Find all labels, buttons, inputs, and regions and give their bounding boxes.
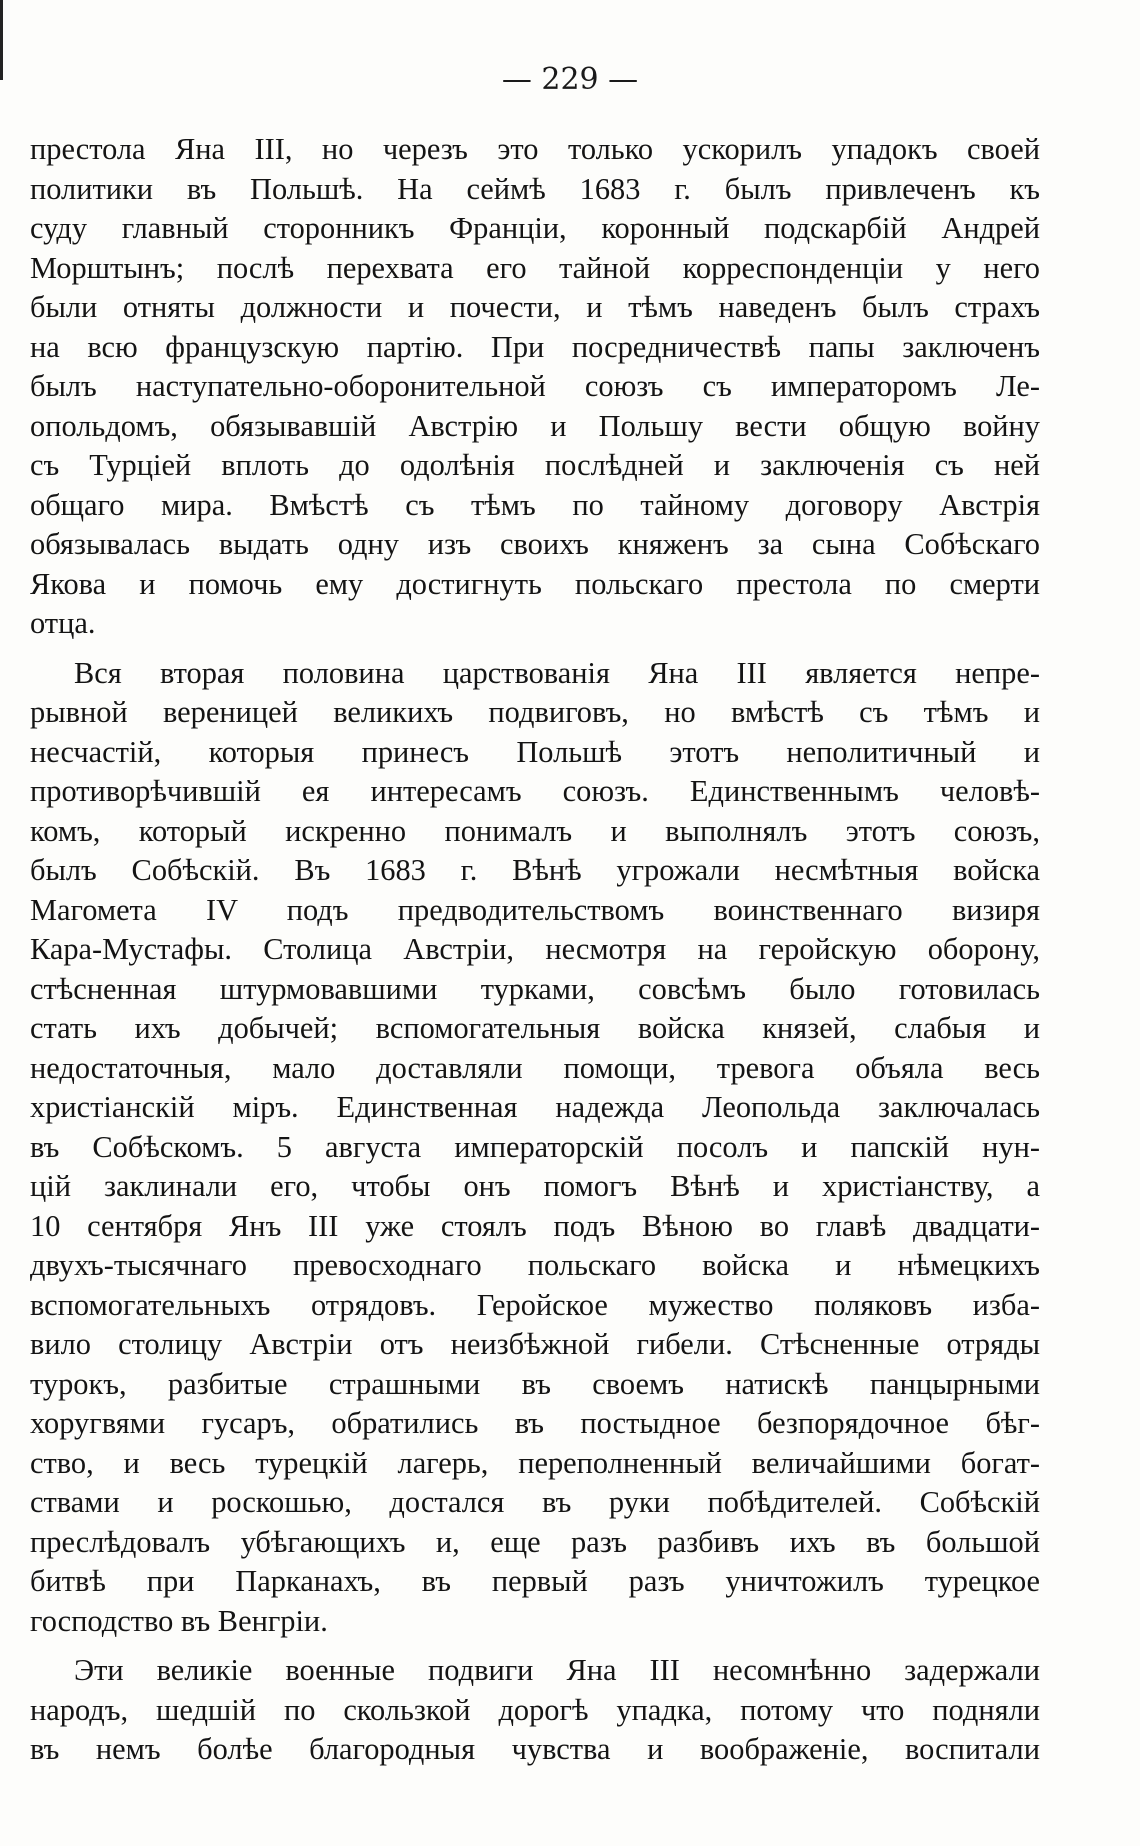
text-line: Морштынъ; послѣ перехвата его тайной корреспонденціи у него (30, 250, 1040, 285)
text-line: стать ихъ добычей; вспомогательныя войска князей, слабыя и (30, 1011, 1040, 1045)
text-line: недостаточныя, мало доставляли помощи, тревога объяла весь (30, 1050, 1040, 1085)
text-line: двухъ-тысячнаго превосходнаго польскаго войска и нѣмецкихъ (30, 1248, 1040, 1282)
text-line: Якова и помочь ему достигнуть польскаго престола по смерти (30, 566, 1040, 601)
text-line: вспомогательныхъ отрядовъ. Геройское мужество поляковъ избa- (30, 1287, 1040, 1322)
body-text (30, 130, 1040, 1770)
text-line: несчастій, которыя принесъ Польшѣ этотъ неполитичный и (30, 734, 1040, 769)
paragraph-gap (30, 644, 1040, 654)
text-line: былъ наступательно-оборонительной союзъ съ императоромъ Ле- (30, 369, 1040, 403)
page-number: — 229 — (501, 62, 639, 97)
text-line: ство, и весь турецкій лагерь, переполненный величайшими богат- (30, 1445, 1040, 1480)
text-line: Вся вторая половина царствованія Яна III является непре- (74, 655, 1040, 690)
paragraph-gap (30, 1641, 1040, 1651)
text-line: битвѣ при Парканахъ, въ первый разъ уничтожилъ турецкое (30, 1564, 1040, 1598)
text-line: были отняты должности и почести, и тѣмъ наведенъ былъ страхъ (30, 290, 1040, 324)
text-line: политики въ Польшѣ. На сеймѣ 1683 г. былъ привлеченъ къ (30, 171, 1040, 206)
text-line: отца. (30, 606, 96, 640)
text-line: преслѣдовалъ убѣгающихъ и, еще разъ разбивъ ихъ въ большой (30, 1524, 1040, 1559)
text-line: ствами и роскошью, достался въ руки побѣдителей. Собѣскій (30, 1485, 1040, 1519)
text-line: въ немъ болѣе благородныя чувства и воображеніе, воспитали (30, 1732, 1040, 1766)
text-line: 10 сентября Янъ III уже стоялъ подъ Вѣною во главѣ двадцати- (30, 1208, 1040, 1243)
text-line: на всю французскую партію. При посредничествѣ папы заключенъ (30, 329, 1040, 364)
text-line: стѣсненная штурмовавшими турками, совсѣмъ было готовилась (30, 971, 1040, 1006)
text-line: цій заклинали его, чтобы онъ помогъ Вѣнѣ и христіанству, а (30, 1169, 1040, 1203)
paragraph-3 (30, 1651, 1040, 1770)
text-line: турокъ, разбитые страшными въ своемъ натискѣ панцырными (30, 1366, 1040, 1401)
text-line: былъ Собѣскій. Въ 1683 г. Вѣнѣ угрожали несмѣтныя войска (30, 853, 1040, 887)
paragraph-1 (30, 130, 1040, 644)
text-line: престола Яна III, но черезъ это только ускорилъ упадокъ своей (30, 132, 1040, 166)
text-line: вило столицу Австріи отъ неизбѣжной гибели. Стѣсненные отряды (30, 1327, 1040, 1361)
text-line: Магомета IV подъ предводительствомъ воинственнаго визиря (30, 892, 1040, 927)
text-line: общаго мира. Вмѣстѣ съ тѣмъ по тайному договору Австрія (30, 487, 1040, 522)
text-line: съ Турціей вплоть до одолѣнія послѣдней и заключенія съ ней (30, 448, 1040, 482)
text-line: христіанскій міръ. Единственная надежда Леопольда заключалась (30, 1090, 1040, 1124)
text-line: господство въ Венгріи. (30, 1603, 328, 1638)
text-line: противорѣчившій ея интересамъ союзъ. Единственнымъ человѣ- (30, 774, 1040, 808)
text-line: обязывалась выдать одну изъ своихъ княженъ за сына Собѣскаго (30, 527, 1040, 561)
text-line: Кара-Мустафы. Столица Австріи, несмотря на геройскую оборону, (30, 932, 1040, 966)
paragraph-2 (30, 654, 1040, 1642)
text-line: суду главный сторонникъ Франціи, коронный подскарбій Андрей (30, 211, 1040, 245)
text-line: въ Собѣскомъ. 5 августа императорскій посолъ и папскій нун- (30, 1129, 1040, 1164)
text-line: рывной вереницей великихъ подвиговъ, но вмѣстѣ съ тѣмъ и (30, 695, 1040, 729)
text-line: хоругвями гусаръ, обратились въ постыдное безпорядочное бѣг- (30, 1406, 1040, 1440)
text-line: народъ, шедшій по скользкой дорогѣ упадка, потому что подняли (30, 1692, 1040, 1727)
text-line: комъ, который искренно понималъ и выполнялъ этотъ союзъ, (30, 813, 1040, 848)
text-line: опольдомъ, обязывавшій Австрію и Польшу вести общую войну (30, 408, 1040, 443)
text-line: Эти великіе военные подвиги Яна III несомнѣнно задержали (74, 1653, 1040, 1687)
